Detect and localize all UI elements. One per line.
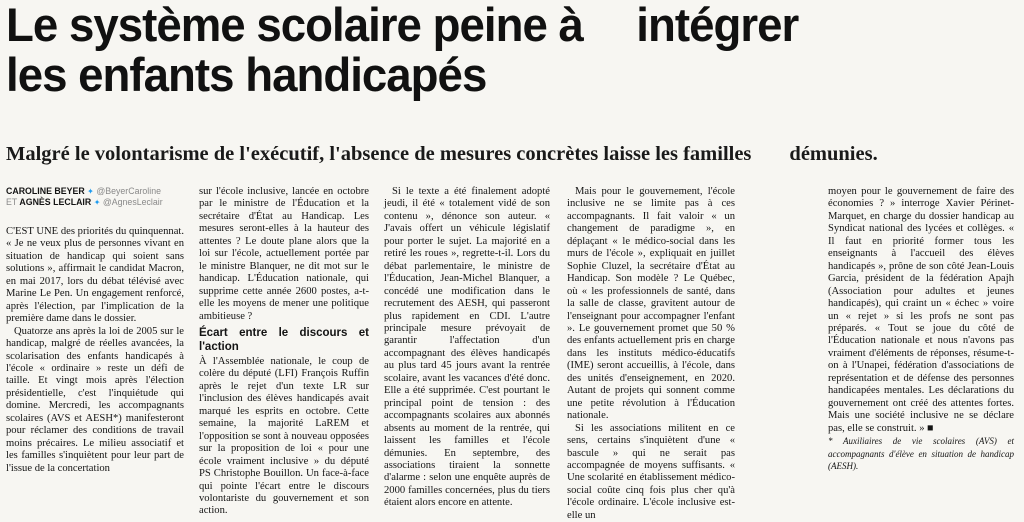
paragraph: Si le texte a été finalement adopté jeudi, il été « totalement vidé de son contenu », dénonce son auteur. « J'avais offert un véhicule législatif pour porter le sujet. La majorité en a retiré les roues », regrette-t-il. Lors du débat parlementaire, le ministre de l'Éducation, Jean-Michel Blanquer, a concédé une modification dans le recrutement des AESH, qui passeront plus rapidement en CDI. L'autre principale mesure prévoyait de garantir l'affectation d'un accompagnant des élèves handicapés au plus tard 45 jours avant la rentrée scolaire, avant les vacances d'été donc. Elle a été supprimée. C'est pourtant le principal point de tension : des accompagnants scolaires aux abonnés absents au moment de la rentrée, qui laissent les familles et l'école démunies. En septembre, des associations tiraient la sonnette d'alarme : selon une enquête auprès de 2000 familles concernées, plus du tiers étaient alors encore en attente. [384,186,550,509]
byline-author-1 [6,186,184,197]
column-5 [828,186,1014,472]
author-1-name: CAROLINE BEYER [6,186,85,196]
paragraph: Mais pour le gouvernement, l'école inclusive ne se limite pas à ces accompagnants. Il fait valoir « un changement de paradigme », en déplaçant « le médico-social dans les murs de l'école », expliquait en juillet Sophie Cluzel, la secrétaire d'État au Handicap. Son modèle ? Le Québec, où « les professionnels de santé, dans la salle de classe, gravitent autour de l'enseignant pour accompagner l'enfant ». Le gouvernement promet que 50 % des enfants actuellement pris en charge dans les instituts médico-éducatifs (IME) seront accueillis, à l'école, dans des unités d'enseignement, en 2020. Autant de projets qui sonnent comme une petite révolution à l'Éducation nationale. [567,186,735,422]
footnote: * Auxiliaires de vie scolaires (AVS) et accompagnants d'élève en situation de handicap (AESH). [828,436,1014,471]
paragraph: À l'Assemblée nationale, le coup de colère du député (LFI) François Ruffin après le rejet d'un texte LR sur l'inclusion des élèves handicapés avait marqué les esprits en octobre. Cette semaine, la majorité LaREM et l'opposition se sont à nouveau opposées sur la proposition de loi « pour une école vraiment inclusive » du député PS Christophe Bouillon. Un face-à-face qui pointe l'écart entre le discours volontariste du gouvernement et son action. [199,355,369,517]
section-subhead: Écart entre le discours et l'action [199,326,369,353]
headline [6,0,990,100]
headline-line-2: les enfants handicapés [6,48,487,101]
author-2-name: AGNÈS LECLAIR [19,197,92,207]
column-2 [199,186,369,518]
column-3 [384,186,550,510]
bird-icon: ✦ [93,198,101,207]
bird-icon: ✦ [87,187,94,196]
author-2-handle[interactable]: @AgnesLeclair [102,197,163,207]
deck-part-1: Malgré le volontarisme de l'exécutif, l'absence de mesures concrètes laisse les familles [6,143,752,165]
byline [6,186,184,208]
deck-part-2: démunies. [789,143,878,165]
paragraph: Si les associations militent en ce sens, certains s'inquiètent d'une « bascule » qui ne serait pas accompagnée de moyens suffisants. « Une scolarité en établissement médico-social coûte cinq fois plus cher qu'à l'école ordinaire. L'école inclusive est-elle un [567,422,735,521]
paragraph: Quatorze ans après la loi de 2005 sur le handicap, malgré de réelles avancées, la scolarisation des enfants handicapés à l'école « ordinaire » reste un défi de taille. Et vingt mois après l'élection présidentielle, c'est l'inquiétude qui domine. Mercredi, les accompagnants scolaires (AVS et AESH*) manifesteront pour réclamer des conditions de travail moins précaires. Le milieu associatif et les familles s'inquiètent pour leur part de l'issue de la concertation [6,325,184,474]
column-1 [6,186,184,475]
paragraph: moyen pour le gouvernement de faire des économies ? » interroge Xavier Périnet-Marquet, en charge du dossier handicap au Syndicat national des lycées et collèges. « Il faut en priorité former tous les enseignants à l'accueil des élèves handicapés », prône de son côté Jean-Louis Garcia, président de la fédération Apajh (Association pour adultes et jeunes handicapés), qui craint un « échec » voire un « rejet » si les profs ne sont pas préparés. « Tout se joue du côté de l'Éducation nationale et nous n'avons pas vraiment d'éléments de réponses, résume-t-on à l'Unapei, fédération d'associations de représentation et de défense des personnes handicapées mentales. Les déclarations du gouvernement ont créé des attentes fortes. Mais une société inclusive ne se déclare pas, elle se construit. » ■ [828,186,1014,434]
column-4 [567,186,735,522]
byline-author-2 [6,197,184,208]
author-1-handle[interactable]: @BeyerCaroline [96,186,161,196]
headline-line-1 [6,0,990,50]
byline-and: ET [6,197,18,207]
deck [6,142,1020,166]
paragraph: sur l'école inclusive, lancée en octobre par le ministre de l'Éducation et la secrétaire d'État au Handicap. Les mesures seront-elles à la hauteur des attentes ? Le doute plane alors que la loi sur l'école, actuellement portée par le ministre Blanquer, ne dit mot sur le handicap. L'Éducation nationale, qui supprime cette année 2600 postes, a-t-elle les moyens de mener une politique ambitieuse ? [199,186,369,322]
paragraph: C'EST UNE des priorités du quinquennat. « Je ne veux plus de personnes vivant en situation de handicap qui soient sans solutions », affirmait le candidat Macron, en mai 2017, lors du débat télévisé avec Marine Le Pen. Un engagement renforcé, après l'élection, par l'implication de la première dame dans le dossier. [6,226,184,325]
headline-part-a: Le système scolaire peine à [6,0,583,51]
headline-part-b: intégrer [636,0,799,51]
